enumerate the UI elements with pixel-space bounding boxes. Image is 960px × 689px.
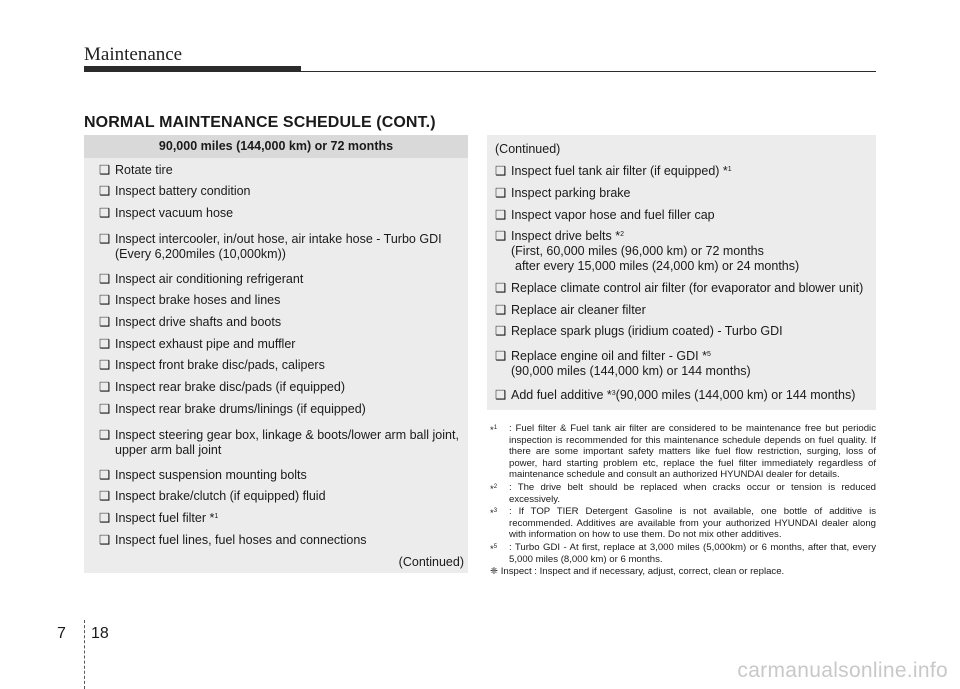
footnote-number: 5: [493, 543, 498, 550]
footnote-ref: 1: [214, 513, 219, 520]
checkbox-icon: ❑: [495, 281, 507, 295]
schedule-item: [495, 303, 646, 318]
section-title: NORMAL MAINTENANCE SCHEDULE (CONT.): [84, 114, 436, 131]
schedule-item-label: Rotate tire: [115, 163, 173, 177]
schedule-item: [99, 380, 345, 395]
continued-label-left: (Continued): [398, 555, 464, 569]
checkbox-icon: ❑: [99, 184, 111, 198]
schedule-item: [99, 337, 295, 352]
header-rule-thin: [301, 71, 876, 72]
schedule-item-detail: upper arm ball joint: [115, 443, 222, 457]
schedule-item-label: Replace engine oil and filter - GDI *: [511, 349, 707, 363]
schedule-item: [99, 206, 233, 221]
schedule-item: [99, 533, 367, 548]
schedule-item: [99, 358, 325, 373]
schedule-item: [99, 489, 326, 504]
header-rule-thick: [84, 66, 301, 72]
checkbox-icon: ❑: [99, 380, 111, 394]
schedule-item: [99, 511, 218, 526]
footnote-text: : Fuel filter & Fuel tank air filter are considered to be maintenance free but periodic inspection is recommended for this maintenance schedule depends on fuel quality. If there are some important safety matters like fuel flow restriction, surging, loss of power, hard starting problem etc, replace the fuel filter immediately regardless of maintenance schedule and consult an authorized HYUNDAI dealer for details.: [509, 423, 876, 481]
footnote-mark: *$^2$: [490, 483, 498, 496]
schedule-item: [495, 324, 783, 339]
schedule-item-detail: (Every 6,200miles (10,000km)): [115, 247, 286, 261]
schedule-item-label: Inspect fuel tank air filter (if equipped) *: [511, 164, 728, 178]
footnote-number: 1: [493, 425, 498, 431]
chapter-number: 7: [57, 625, 66, 642]
schedule-item: [99, 315, 281, 330]
schedule-item-label: Replace air cleaner filter: [511, 303, 646, 317]
checkbox-icon: ❑: [99, 511, 111, 525]
schedule-item-label: Inspect parking brake: [511, 186, 631, 200]
schedule-panel-left: [84, 135, 468, 573]
footnote-mark: *$^5$: [490, 543, 498, 556]
checkbox-icon: ❑: [99, 428, 111, 442]
checkbox-icon: ❑: [99, 293, 111, 307]
footnote: [490, 542, 876, 565]
checkbox-icon: ❑: [99, 468, 111, 482]
checkbox-icon: ❑: [99, 206, 111, 220]
schedule-item-label: Inspect exhaust pipe and muffler: [115, 337, 296, 351]
checkbox-icon: ❑: [99, 489, 111, 503]
page-guide-line: [84, 620, 86, 689]
schedule-item-label: Inspect rear brake drums/linings (if equipped): [115, 402, 366, 416]
watermark: carmanualsonline.info: [737, 659, 948, 682]
checkbox-icon: ❑: [495, 229, 507, 243]
schedule-item-label: Inspect fuel filter *: [115, 511, 215, 525]
schedule-item-detail: (First, 60,000 miles (96,000 km) or 72 months: [511, 244, 764, 258]
schedule-item: [99, 184, 251, 199]
schedule-item-label: Inspect brake/clutch (if equipped) fluid: [115, 489, 326, 503]
schedule-item-label: Inspect front brake disc/pads, calipers: [115, 358, 325, 372]
footnote: [490, 423, 876, 481]
schedule-item-label: Inspect vacuum hose: [115, 206, 234, 220]
schedule-item-label: Inspect drive shafts and boots: [115, 315, 282, 329]
footnote: [490, 506, 876, 541]
schedule-item-detail: after every 15,000 miles (24,000 km) or 24 months): [515, 259, 800, 273]
footnote-mark: *$^3$: [490, 508, 498, 520]
footnote-ref: 3: [611, 390, 616, 397]
checkbox-icon: ❑: [495, 208, 507, 222]
schedule-item: [495, 281, 863, 296]
checkbox-icon: ❑: [495, 388, 507, 402]
schedule-item-label: Inspect air conditioning refrigerant: [115, 272, 304, 286]
schedule-item-label: Inspect vapor hose and fuel filler cap: [511, 208, 715, 222]
checkbox-icon: ❑: [495, 164, 507, 178]
schedule-item-label: Add fuel additive *: [511, 388, 612, 402]
schedule-item: [99, 272, 303, 287]
footnote-number: 2: [493, 483, 498, 490]
footnote-text: : Turbo GDI - At first, replace at 3,000 miles (5,000km) or 6 months, after that, every 5,000 miles (8,000 km) or 6 months.: [509, 541, 876, 565]
checkbox-icon: ❑: [495, 303, 507, 317]
footnote-number: 3: [493, 508, 498, 515]
footnote-ref: 5: [706, 351, 711, 358]
schedule-item-detail: (90,000 miles (144,000 km) or 144 months): [511, 364, 751, 378]
checkbox-icon: ❑: [99, 163, 111, 177]
footnote-text: : The drive belt should be replaced when cracks occur or tension is reduced excessively.: [509, 481, 876, 505]
schedule-item: [495, 388, 855, 403]
footnote-text: : If TOP TIER Detergent Gasoline is not available, one bottle of additive is recommended. Additives are available from your authorized HYUNDAI dealer along with information on how to use them. Do not mix other additives.: [509, 506, 876, 541]
footnote: [490, 482, 876, 505]
checkbox-icon: ❑: [495, 186, 507, 200]
continued-label-right: (Continued): [495, 142, 561, 156]
schedule-item: [99, 402, 366, 417]
schedule-item-label: Inspect suspension mounting bolts: [115, 468, 307, 482]
schedule-panel-right: [487, 135, 876, 410]
schedule-item: [99, 468, 307, 483]
schedule-item: [495, 186, 631, 201]
footnote-mark: *$^1$: [490, 425, 498, 437]
schedule-item-interval: (90,000 miles (144,000 km) or 144 months): [615, 388, 856, 402]
checkbox-icon: ❑: [495, 324, 507, 338]
inspect-note: ❈ Inspect : Inspect and if necessary, adjust, correct, clean or replace.: [490, 566, 785, 578]
schedule-item: [495, 208, 715, 223]
checkbox-icon: ❑: [99, 232, 111, 246]
page-header-title: Maintenance: [84, 44, 183, 65]
footnote-ref: 1: [727, 166, 732, 173]
checkbox-icon: ❑: [99, 272, 111, 286]
schedule-item-label: Replace climate control air filter (for evaporator and blower unit): [511, 281, 864, 295]
schedule-item-label: Inspect rear brake disc/pads (if equipped): [115, 380, 345, 394]
schedule-item: [99, 428, 459, 458]
schedule-item: [495, 229, 799, 274]
schedule-item-label: Inspect fuel lines, fuel hoses and connections: [115, 533, 367, 547]
schedule-item: [99, 293, 280, 308]
schedule-item: [99, 163, 173, 178]
schedule-item: [495, 164, 732, 179]
schedule-item: [495, 349, 751, 379]
schedule-item-label: Inspect intercooler, in/out hose, air intake hose - Turbo GDI: [115, 232, 442, 246]
checkbox-icon: ❑: [99, 337, 111, 351]
checkbox-icon: ❑: [99, 533, 111, 547]
interval-heading: 90,000 miles (144,000 km) or 72 months: [84, 135, 468, 158]
schedule-item: [99, 232, 442, 262]
schedule-item-label: Inspect brake hoses and lines: [115, 293, 281, 307]
checkbox-icon: ❑: [99, 402, 111, 416]
footnote-ref: 2: [620, 231, 624, 238]
page-number: 18: [91, 625, 109, 642]
checkbox-icon: ❑: [495, 349, 507, 363]
schedule-item-label: Replace spark plugs (iridium coated) - Turbo GDI: [511, 324, 783, 338]
schedule-item-label: Inspect steering gear box, linkage & boots/lower arm ball joint,: [115, 428, 459, 442]
schedule-item-label: Inspect drive belts *: [511, 229, 621, 243]
checkbox-icon: ❑: [99, 315, 111, 329]
footnotes: [490, 423, 876, 579]
checkbox-icon: ❑: [99, 358, 111, 372]
schedule-item-label: Inspect battery condition: [115, 184, 251, 198]
